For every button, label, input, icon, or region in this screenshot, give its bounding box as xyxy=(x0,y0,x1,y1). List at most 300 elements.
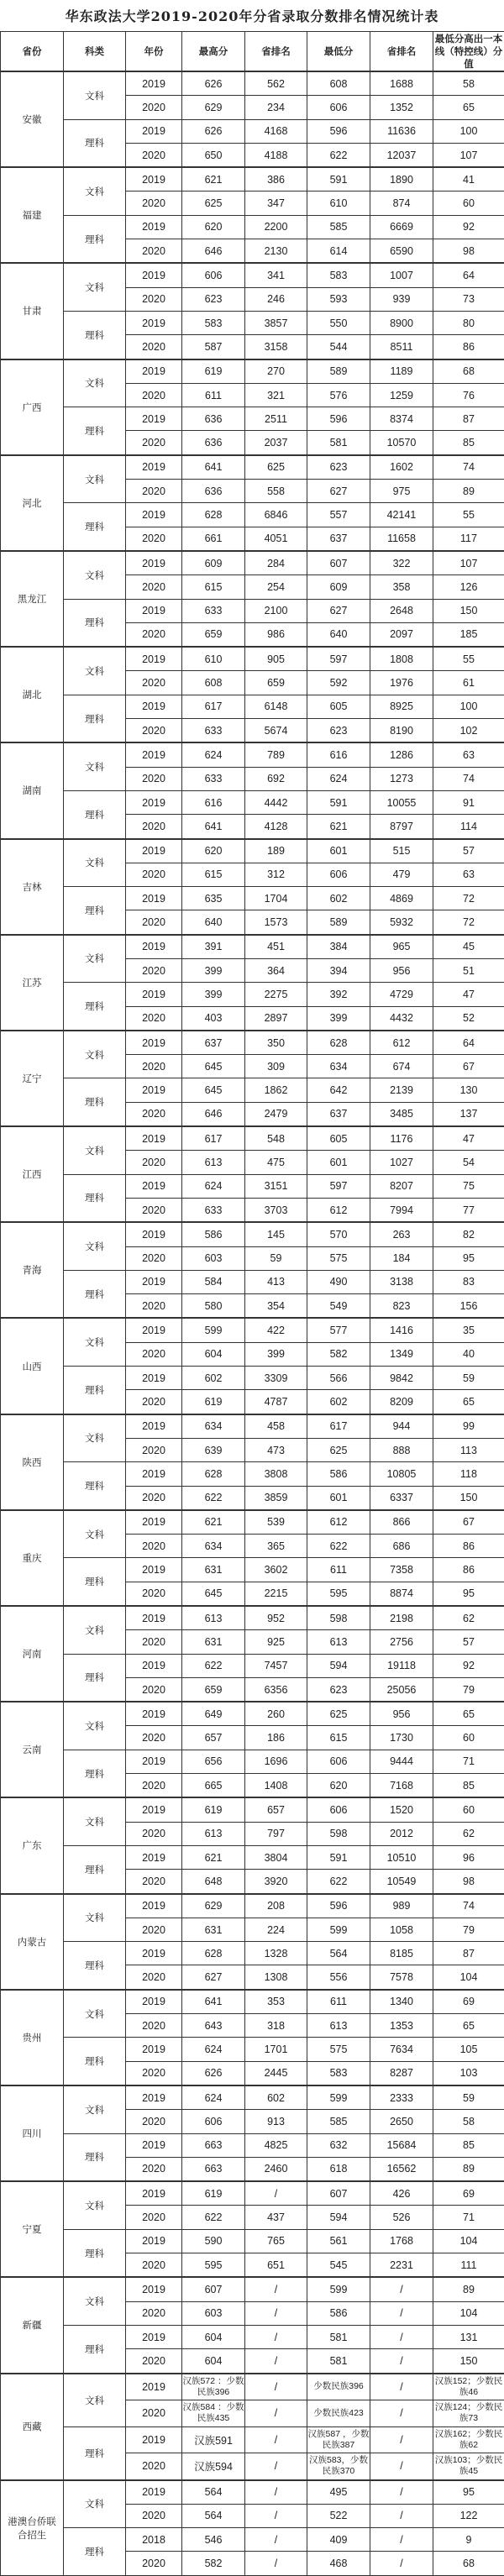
min-rank-cell: 7994 xyxy=(370,1198,433,1222)
max-rank-cell: 548 xyxy=(245,1126,307,1151)
max-score-cell: 617 xyxy=(182,1126,245,1151)
subject-cell: 文科 xyxy=(64,1318,126,1366)
table-row xyxy=(1,503,504,527)
year-cell: 2019 xyxy=(126,1894,182,1918)
min-rank-cell: 989 xyxy=(370,1894,433,1918)
province-cell: 福建 xyxy=(1,167,64,263)
table-row xyxy=(1,1654,504,1677)
min-score-cell: 586 xyxy=(307,2301,370,2325)
above-line-cell: 118 xyxy=(433,1462,504,1486)
above-line-cell: 65 xyxy=(433,2014,504,2038)
year-cell: 2020 xyxy=(126,1965,182,1990)
min-score-cell: 622 xyxy=(307,1535,370,1558)
max-rank-cell: 2511 xyxy=(245,407,307,431)
max-score-cell: 636 xyxy=(182,480,245,503)
year-cell: 2020 xyxy=(126,2453,182,2480)
province-cell: 青海 xyxy=(1,1222,64,1318)
subject-cell: 文科 xyxy=(64,2277,126,2325)
max-rank-cell: / xyxy=(245,2528,307,2552)
max-score-cell: 624 xyxy=(182,742,245,767)
year-cell: 2020 xyxy=(126,863,182,886)
min-rank-cell: 874 xyxy=(370,191,433,215)
year-cell: 2019 xyxy=(126,1031,182,1055)
max-score-cell: 640 xyxy=(182,910,245,935)
max-rank-cell: 1704 xyxy=(245,887,307,910)
max-score-cell: 641 xyxy=(182,455,245,480)
max-score-cell: 613 xyxy=(182,1606,245,1630)
max-score-cell: 659 xyxy=(182,1677,245,1702)
min-rank-cell: 8797 xyxy=(370,815,433,839)
min-rank-cell: 2648 xyxy=(370,599,433,622)
min-rank-cell: 42141 xyxy=(370,503,433,527)
max-rank-cell: 341 xyxy=(245,263,307,287)
max-score-cell: 646 xyxy=(182,1102,245,1126)
table-row xyxy=(1,1462,504,1486)
year-cell: 2020 xyxy=(126,191,182,215)
min-rank-cell: 2097 xyxy=(370,622,433,647)
max-rank-cell: 913 xyxy=(245,2110,307,2133)
above-line-cell: 67 xyxy=(433,1055,504,1078)
table-row xyxy=(1,2181,504,2206)
min-rank-cell: 4432 xyxy=(370,1006,433,1031)
subject-cell: 理科 xyxy=(64,503,126,551)
above-line-cell: 98 xyxy=(433,1870,504,1894)
table-row xyxy=(1,1606,504,1630)
province-cell: 河南 xyxy=(1,1606,64,1702)
min-rank-cell: 4729 xyxy=(370,983,433,1006)
province-cell: 山西 xyxy=(1,1318,64,1414)
max-rank-cell: 692 xyxy=(245,767,307,790)
table-row xyxy=(1,71,504,96)
max-score-cell: 汉族584 ：少数民族435 xyxy=(182,2400,245,2427)
min-rank-cell: 2012 xyxy=(370,1822,433,1845)
year-cell: 2019 xyxy=(126,1462,182,1486)
min-rank-cell: 358 xyxy=(370,575,433,599)
year-cell: 2019 xyxy=(126,935,182,959)
max-score-cell: 633 xyxy=(182,719,245,743)
min-rank-cell: 7634 xyxy=(370,2038,433,2061)
min-rank-cell: 1027 xyxy=(370,1151,433,1174)
min-score-cell: 625 xyxy=(307,1702,370,1726)
min-score-cell: 589 xyxy=(307,359,370,384)
max-score-cell: 587 xyxy=(182,335,245,359)
subject-cell: 文科 xyxy=(64,1797,126,1845)
min-rank-cell: / xyxy=(370,2277,433,2301)
max-rank-cell: 318 xyxy=(245,2014,307,2038)
above-line-cell: 107 xyxy=(433,551,504,575)
min-rank-cell: 975 xyxy=(370,480,433,503)
min-score-cell: 617 xyxy=(307,1414,370,1439)
max-rank-cell: / xyxy=(245,2277,307,2301)
table-row xyxy=(1,1222,504,1246)
above-line-cell: 107 xyxy=(433,143,504,167)
min-score-cell: 610 xyxy=(307,191,370,215)
year-cell: 2020 xyxy=(126,1918,182,1941)
max-score-cell: 615 xyxy=(182,863,245,886)
min-rank-cell: 3485 xyxy=(370,1102,433,1126)
above-line-cell: 63 xyxy=(433,742,504,767)
max-score-cell: 626 xyxy=(182,71,245,96)
min-rank-cell: 8185 xyxy=(370,1942,433,1965)
table-row xyxy=(1,1845,504,1869)
min-rank-cell: 1286 xyxy=(370,742,433,767)
max-rank-cell: 562 xyxy=(245,71,307,96)
above-line-cell: 95 xyxy=(433,2480,504,2505)
year-cell: 2020 xyxy=(126,1246,182,1270)
subject-cell: 文科 xyxy=(64,1031,126,1078)
min-score-cell: 581 xyxy=(307,2325,370,2348)
year-cell: 2020 xyxy=(126,1870,182,1894)
min-score-cell: 615 xyxy=(307,1726,370,1750)
table-row xyxy=(1,742,504,767)
max-score-cell: 583 xyxy=(182,311,245,334)
header-year: 年份 xyxy=(126,32,182,72)
min-rank-cell: 11658 xyxy=(370,527,433,551)
min-rank-cell: 866 xyxy=(370,1510,433,1535)
year-cell: 2020 xyxy=(126,143,182,167)
subject-cell: 理科 xyxy=(64,1750,126,1797)
subject-cell: 文科 xyxy=(64,1894,126,1942)
subject-cell: 文科 xyxy=(64,1990,126,2038)
min-rank-cell: 263 xyxy=(370,1222,433,1246)
table-row xyxy=(1,2229,504,2253)
year-cell: 2019 xyxy=(126,1702,182,1726)
above-line-cell: 82 xyxy=(433,1222,504,1246)
subject-cell: 文科 xyxy=(64,935,126,983)
above-line-cell: 100 xyxy=(433,119,504,143)
province-cell: 甘肃 xyxy=(1,263,64,359)
province-cell: 港澳台侨联合招生 xyxy=(1,2480,64,2576)
above-line-cell: 47 xyxy=(433,1126,504,1151)
min-score-cell: 609 xyxy=(307,575,370,599)
subject-cell: 理科 xyxy=(64,887,126,935)
above-line-cell: 92 xyxy=(433,1654,504,1677)
min-score-cell: 575 xyxy=(307,1246,370,1270)
min-rank-cell: 10549 xyxy=(370,1870,433,1894)
min-score-cell: 549 xyxy=(307,1294,370,1319)
min-score-cell: 621 xyxy=(307,815,370,839)
max-rank-cell: 260 xyxy=(245,1702,307,1726)
min-rank-cell: 5932 xyxy=(370,910,433,935)
table-row xyxy=(1,1702,504,1726)
max-score-cell: 403 xyxy=(182,1006,245,1031)
year-cell: 2020 xyxy=(126,1151,182,1174)
subject-cell: 文科 xyxy=(64,2181,126,2229)
min-rank-cell: / xyxy=(370,2426,433,2453)
min-rank-cell: 7358 xyxy=(370,1558,433,1582)
above-line-cell: 69 xyxy=(433,2181,504,2206)
min-rank-cell: 8925 xyxy=(370,695,433,718)
min-score-cell: 575 xyxy=(307,2038,370,2061)
min-rank-cell: 956 xyxy=(370,958,433,982)
max-rank-cell: / xyxy=(245,2453,307,2480)
min-rank-cell: 8287 xyxy=(370,2061,433,2085)
max-rank-cell: 354 xyxy=(245,1294,307,1319)
above-line-cell: 55 xyxy=(433,647,504,671)
above-line-cell: 68 xyxy=(433,2552,504,2575)
above-line-cell: 156 xyxy=(433,1294,504,1319)
year-cell: 2019 xyxy=(126,1845,182,1869)
max-rank-cell: 558 xyxy=(245,480,307,503)
max-rank-cell: 4168 xyxy=(245,119,307,143)
header-max-score: 最高分 xyxy=(182,32,245,72)
year-cell: 2020 xyxy=(126,527,182,551)
table-row xyxy=(1,2480,504,2505)
year-cell: 2019 xyxy=(126,1558,182,1582)
above-line-cell: 60 xyxy=(433,191,504,215)
max-score-cell: 604 xyxy=(182,2325,245,2348)
subject-cell: 文科 xyxy=(64,551,126,599)
max-score-cell: 661 xyxy=(182,527,245,551)
min-rank-cell: 1688 xyxy=(370,71,433,96)
year-cell: 2019 xyxy=(126,1990,182,2014)
min-score-cell: 550 xyxy=(307,311,370,334)
max-rank-cell: / xyxy=(245,2301,307,2325)
above-line-cell: 131 xyxy=(433,2325,504,2348)
above-line-cell: 100 xyxy=(433,695,504,718)
max-score-cell: 623 xyxy=(182,287,245,311)
min-rank-cell: 6590 xyxy=(370,239,433,264)
above-line-cell: 41 xyxy=(433,167,504,191)
year-cell: 2019 xyxy=(126,263,182,287)
year-cell: 2019 xyxy=(126,2133,182,2157)
max-score-cell: 621 xyxy=(182,1510,245,1535)
min-score-cell: 592 xyxy=(307,671,370,695)
year-cell: 2020 xyxy=(126,958,182,982)
table-row xyxy=(1,695,504,718)
province-cell: 贵州 xyxy=(1,1990,64,2085)
year-cell: 2019 xyxy=(126,2181,182,2206)
min-score-cell: 468 xyxy=(307,2552,370,2575)
min-rank-cell: / xyxy=(370,2453,433,2480)
max-score-cell: 626 xyxy=(182,119,245,143)
max-score-cell: 607 xyxy=(182,2277,245,2301)
table-row xyxy=(1,215,504,239)
above-line-cell: 91 xyxy=(433,790,504,814)
max-rank-cell: 3309 xyxy=(245,1367,307,1390)
min-rank-cell: 1352 xyxy=(370,96,433,119)
max-rank-cell: 3703 xyxy=(245,1198,307,1222)
max-score-cell: 645 xyxy=(182,1078,245,1102)
above-line-cell: 73 xyxy=(433,287,504,311)
table-row xyxy=(1,1414,504,1439)
max-score-cell: 604 xyxy=(182,2349,245,2374)
above-line-cell: 65 xyxy=(433,1702,504,1726)
min-score-cell: 399 xyxy=(307,1006,370,1031)
subject-cell: 文科 xyxy=(64,2374,126,2427)
max-score-cell: 648 xyxy=(182,1870,245,1894)
max-rank-cell: 365 xyxy=(245,1535,307,1558)
above-line-cell: 64 xyxy=(433,1031,504,1055)
min-rank-cell: / xyxy=(370,2349,433,2374)
min-rank-cell: 8374 xyxy=(370,407,433,431)
max-rank-cell: 3151 xyxy=(245,1174,307,1198)
above-line-cell: 185 xyxy=(433,622,504,647)
above-line-cell: 65 xyxy=(433,1390,504,1414)
max-rank-cell: 224 xyxy=(245,1918,307,1941)
header-min-rank: 省排名 xyxy=(370,32,433,72)
table-row xyxy=(1,311,504,334)
min-rank-cell: 515 xyxy=(370,839,433,863)
above-line-cell: 150 xyxy=(433,2349,504,2374)
above-line-cell: 54 xyxy=(433,1151,504,1174)
year-cell: 2020 xyxy=(126,480,182,503)
max-score-cell: 625 xyxy=(182,191,245,215)
subject-cell: 文科 xyxy=(64,167,126,215)
min-rank-cell: 4869 xyxy=(370,887,433,910)
min-score-cell: 605 xyxy=(307,695,370,718)
min-score-cell: 596 xyxy=(307,407,370,431)
above-line-cell: 99 xyxy=(433,1414,504,1439)
max-rank-cell: 1408 xyxy=(245,1774,307,1798)
max-rank-cell: 765 xyxy=(245,2229,307,2253)
min-score-cell: 581 xyxy=(307,2349,370,2374)
year-cell: 2020 xyxy=(126,2349,182,2374)
above-line-cell: 59 xyxy=(433,1367,504,1390)
max-score-cell: 606 xyxy=(182,2110,245,2133)
max-score-cell: 599 xyxy=(182,1318,245,1342)
above-line-cell: 35 xyxy=(433,1318,504,1342)
year-cell: 2019 xyxy=(126,887,182,910)
above-line-cell: 89 xyxy=(433,2157,504,2181)
year-cell: 2020 xyxy=(126,1630,182,1654)
year-cell: 2019 xyxy=(126,2229,182,2253)
year-cell: 2020 xyxy=(126,2253,182,2278)
min-rank-cell: / xyxy=(370,2400,433,2427)
min-rank-cell: 8207 xyxy=(370,1174,433,1198)
max-score-cell: 610 xyxy=(182,647,245,671)
max-rank-cell: 952 xyxy=(245,1606,307,1630)
min-score-cell: 637 xyxy=(307,527,370,551)
min-score-cell: 613 xyxy=(307,2014,370,2038)
year-cell: 2019 xyxy=(126,1750,182,1773)
above-line-cell: 65 xyxy=(433,96,504,119)
header-province: 省份 xyxy=(1,32,64,72)
above-line-cell: 74 xyxy=(433,1894,504,1918)
min-score-cell: 637 xyxy=(307,1102,370,1126)
table-row xyxy=(1,1078,504,1102)
min-score-cell: 613 xyxy=(307,1630,370,1654)
subject-cell: 理科 xyxy=(64,695,126,742)
table-row xyxy=(1,263,504,287)
above-line-cell: 71 xyxy=(433,1750,504,1773)
year-cell: 2020 xyxy=(126,1582,182,1606)
above-line-cell: 60 xyxy=(433,1797,504,1822)
max-score-cell: 620 xyxy=(182,215,245,239)
subject-cell: 理科 xyxy=(64,407,126,455)
subject-cell: 理科 xyxy=(64,1078,126,1126)
above-line-cell: 63 xyxy=(433,863,504,886)
above-line-cell: 72 xyxy=(433,887,504,910)
year-cell: 2020 xyxy=(126,335,182,359)
year-cell: 2020 xyxy=(126,1486,182,1510)
max-rank-cell: 1862 xyxy=(245,1078,307,1102)
table-row xyxy=(1,1318,504,1342)
max-rank-cell: / xyxy=(245,2400,307,2427)
max-rank-cell: 2215 xyxy=(245,1582,307,1606)
min-rank-cell: 8190 xyxy=(370,719,433,743)
max-rank-cell: / xyxy=(245,2181,307,2206)
subject-cell: 理科 xyxy=(64,2229,126,2277)
above-line-cell: 87 xyxy=(433,407,504,431)
max-rank-cell: / xyxy=(245,2504,307,2527)
above-line-cell: 98 xyxy=(433,239,504,264)
year-cell: 2019 xyxy=(126,742,182,767)
above-line-cell: 62 xyxy=(433,1822,504,1845)
min-rank-cell: 612 xyxy=(370,1031,433,1055)
max-rank-cell: 3857 xyxy=(245,311,307,334)
year-cell: 2019 xyxy=(126,1606,182,1630)
min-score-cell: 577 xyxy=(307,1318,370,1342)
year-cell: 2019 xyxy=(126,2038,182,2061)
table-row xyxy=(1,2085,504,2110)
table-row xyxy=(1,2374,504,2400)
max-rank-cell: 312 xyxy=(245,863,307,886)
min-score-cell: 593 xyxy=(307,287,370,311)
max-score-cell: 639 xyxy=(182,1438,245,1461)
min-rank-cell: 1259 xyxy=(370,383,433,407)
max-score-cell: 586 xyxy=(182,1222,245,1246)
subject-cell: 理科 xyxy=(64,119,126,167)
year-cell: 2020 xyxy=(126,431,182,455)
max-rank-cell: 234 xyxy=(245,96,307,119)
max-score-cell: 606 xyxy=(182,263,245,287)
year-cell: 2020 xyxy=(126,287,182,311)
min-rank-cell: 1058 xyxy=(370,1918,433,1941)
min-score-cell: 606 xyxy=(307,863,370,886)
max-score-cell: 564 xyxy=(182,2480,245,2505)
max-score-cell: 631 xyxy=(182,1558,245,1582)
above-line-cell: 105 xyxy=(433,2038,504,2061)
min-score-cell: 598 xyxy=(307,1606,370,1630)
min-score-cell: 602 xyxy=(307,887,370,910)
above-line-cell: 79 xyxy=(433,1677,504,1702)
table-row xyxy=(1,647,504,671)
table-row xyxy=(1,1990,504,2014)
year-cell: 2019 xyxy=(126,71,182,96)
min-rank-cell: / xyxy=(370,2301,433,2325)
min-score-cell: 少数民族423 xyxy=(307,2400,370,2427)
min-score-cell: 624 xyxy=(307,767,370,790)
max-score-cell: 659 xyxy=(182,622,245,647)
max-rank-cell: 364 xyxy=(245,958,307,982)
above-line-cell: 122 xyxy=(433,2504,504,2527)
header-above-line: 最低分高出一本线（特控线）分值 xyxy=(433,32,504,72)
max-rank-cell: 186 xyxy=(245,1726,307,1750)
subject-cell: 理科 xyxy=(64,599,126,647)
table-row xyxy=(1,599,504,622)
max-score-cell: 595 xyxy=(182,2253,245,2278)
min-rank-cell: 16562 xyxy=(370,2157,433,2181)
min-score-cell: 597 xyxy=(307,1174,370,1198)
min-rank-cell: 823 xyxy=(370,1294,433,1319)
year-cell: 2019 xyxy=(126,647,182,671)
table-row xyxy=(1,2277,504,2301)
max-score-cell: 649 xyxy=(182,1702,245,1726)
above-line-cell: 57 xyxy=(433,839,504,863)
above-line-cell: 71 xyxy=(433,2206,504,2229)
year-cell: 2019 xyxy=(126,839,182,863)
above-line-cell: 89 xyxy=(433,2277,504,2301)
year-cell: 2019 xyxy=(126,503,182,527)
max-rank-cell: 437 xyxy=(245,2206,307,2229)
min-rank-cell: 1808 xyxy=(370,647,433,671)
max-score-cell: 624 xyxy=(182,1174,245,1198)
subject-cell: 文科 xyxy=(64,71,126,119)
max-rank-cell: 145 xyxy=(245,1222,307,1246)
max-score-cell: 582 xyxy=(182,2552,245,2575)
min-score-cell: 545 xyxy=(307,2253,370,2278)
